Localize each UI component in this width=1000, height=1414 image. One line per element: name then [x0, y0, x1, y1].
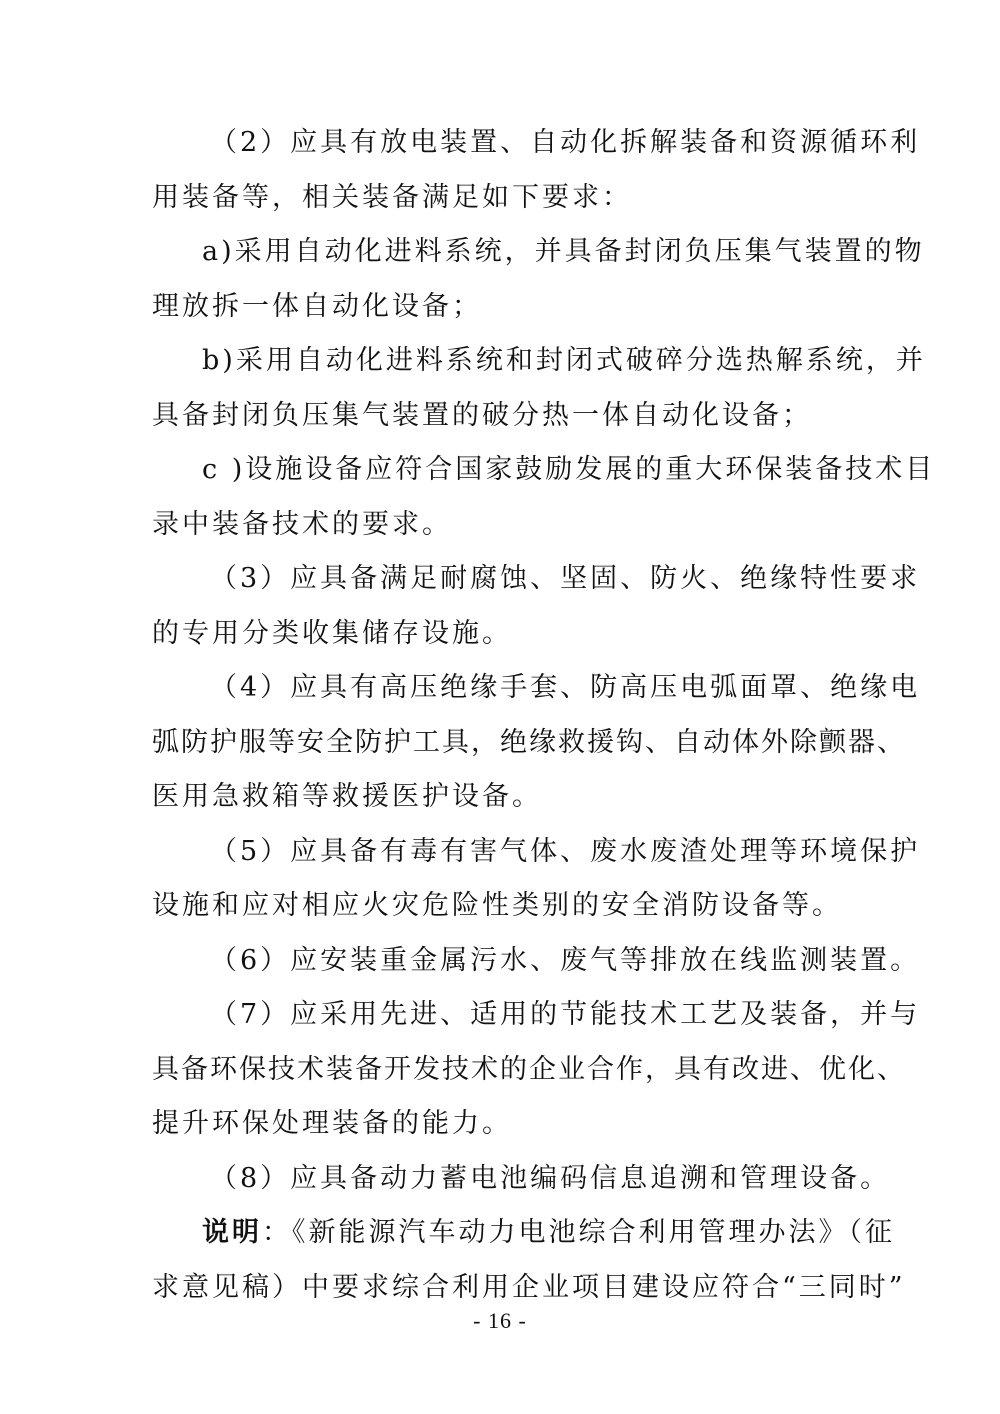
paragraph-line: （4）应具有高压绝缘手套、防高压电弧面罩、绝缘电 [210, 672, 921, 703]
paragraph-line: 用装备等，相关装备满足如下要求： [152, 181, 632, 213]
page-number: - 16 - [473, 1308, 527, 1333]
note-line [152, 1206, 895, 1261]
paragraph-line: 理放拆一体自动化设备； [152, 290, 482, 322]
paragraph-line: （7）应采用先进、适用的节能技术工艺及装备，并与 [210, 999, 921, 1030]
paragraph-line: c )设施设备应符合国家鼓励发展的重大环保装备技术目 [202, 454, 936, 485]
paragraph-line: 录中装备技术的要求。 [152, 508, 452, 540]
paragraph-line: 提升环保处理装备的能力。 [152, 1108, 512, 1139]
paragraph-line: b)采用自动化进料系统和封闭式破碎分选热解系统，并 [202, 345, 926, 376]
note-line: 求意见稿）中要求综合利用企业项目建设应符合“三同时” [152, 1271, 906, 1303]
body-text [152, 116, 936, 1315]
paragraph-line: （6）应安装重金属污水、废气等排放在线监测装置。 [210, 944, 921, 976]
note-label: 说明 [202, 1217, 262, 1248]
paragraph-line: a)采用自动化进料系统，并具备封闭负压集气装置的物 [202, 236, 925, 267]
paragraph-line: 弧防护服等安全防护工具，绝缘救援钩、自动体外除颤器、 [152, 726, 906, 758]
paragraph-line: 的专用分类收集储存设施。 [152, 617, 512, 649]
paragraph-line: （2）应具有放电装置、自动化拆解装备和资源循环利 [210, 127, 921, 158]
paragraph-line: 具备封闭负压集气装置的破分热一体自动化设备； [152, 399, 812, 431]
note-text: ：《新能源汽车动力电池综合利用管理办法》（征 [262, 1217, 895, 1248]
paragraph-line: （3）应具备满足耐腐蚀、坚固、防火、绝缘特性要求 [210, 563, 921, 594]
paragraph-line: （8）应具备动力蓄电池编码信息追溯和管理设备。 [210, 1162, 891, 1194]
paragraph-line: 设施和应对相应火灾危险性类别的安全消防设备等。 [152, 890, 842, 921]
paragraph-line: 具备环保技术装备开发技术的企业合作，具有改进、优化、 [152, 1053, 906, 1085]
paragraph-line: 医用急救箱等救援医护设备。 [152, 781, 542, 812]
paragraph-line: （5）应具备有毒有害气体、废水废渣处理等环境保护 [210, 835, 921, 867]
